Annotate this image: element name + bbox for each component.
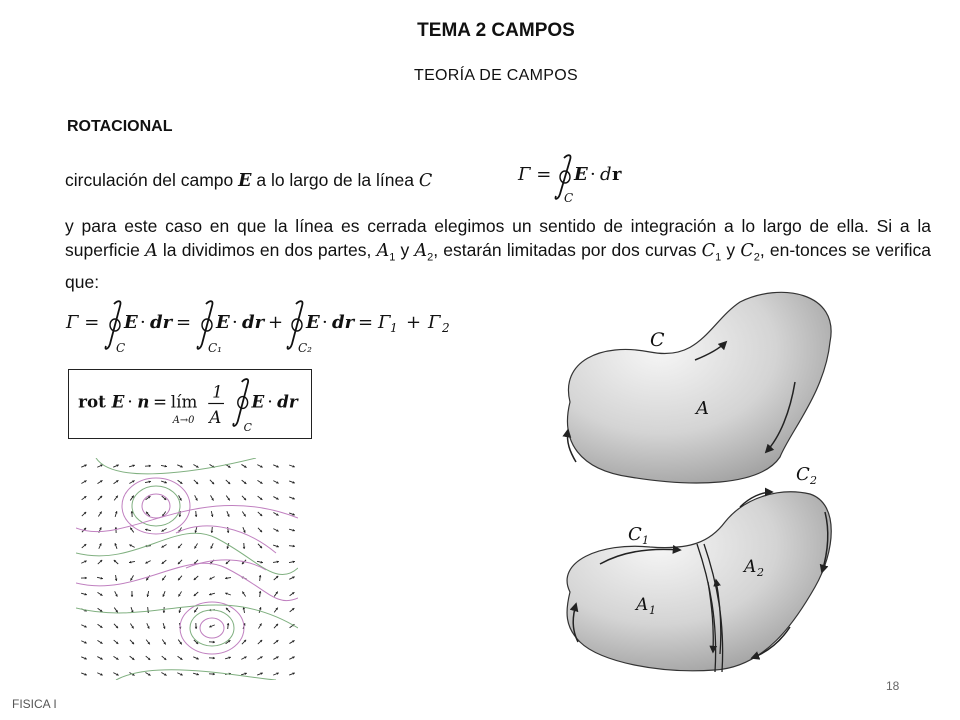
eq-dot: · (140, 312, 146, 333)
eq-gamma1: Γ (378, 312, 391, 333)
symbol-A: A (145, 241, 158, 261)
eq-frac-num: 1 (212, 381, 223, 402)
text-run: , en-tonces se verifica que: (65, 240, 932, 292)
eq-dot: · (590, 164, 596, 185)
subscript: 1 (715, 251, 722, 264)
field-arrow-head (149, 465, 151, 468)
field-arrow-head (213, 641, 215, 644)
eq-sub-c1: C₁ (208, 341, 222, 355)
field-arrow-head (179, 515, 182, 517)
field-arrow-head (259, 575, 262, 577)
eq-equal: = (153, 391, 168, 412)
eq-dr: dr (332, 312, 355, 333)
text-run: y (395, 240, 415, 260)
eq-dot: · (127, 391, 133, 412)
subscript: 2 (427, 251, 434, 264)
field-arrow-head (195, 627, 198, 629)
field-arrow-head (213, 657, 215, 660)
text-run: circulación del campo (65, 170, 239, 190)
eq-sub-c2: C₂ (298, 341, 312, 355)
page-number: 18 (886, 679, 900, 693)
field-streamlines (76, 458, 298, 680)
label-A2: A (744, 557, 757, 577)
eq-E: E (306, 312, 320, 333)
text-run: a lo largo de la línea (251, 170, 419, 190)
eq-equal: = (358, 312, 374, 333)
page-subtitle: TEORÍA DE CAMPOS (414, 67, 578, 84)
eq-E: E (574, 164, 588, 185)
surface-A1-A2-shape (567, 492, 831, 672)
equation-rotational (69, 370, 310, 437)
eq-sub: C (564, 191, 574, 205)
label-C1-sub: 1 (642, 534, 649, 547)
surface-A-shape (567, 292, 831, 483)
field-arrow-head (163, 611, 166, 613)
field-arrow-head (213, 673, 215, 676)
eq-dr: dr (150, 312, 173, 333)
eq-gamma2-sub: 2 (442, 321, 450, 335)
eq-n: n (137, 391, 150, 412)
eq-frac-den: A (209, 407, 222, 428)
eq-E: E (216, 312, 230, 333)
label-C2-sub: 2 (810, 474, 817, 487)
surface-division-figure (540, 282, 840, 687)
field-arrow-head (259, 591, 262, 593)
eq-rot: rot (78, 391, 106, 412)
symbol-C: C (418, 171, 433, 191)
field-arrow-head (243, 547, 246, 549)
paragraph-circulation (65, 168, 432, 193)
eq-lim-sub: A→0 (172, 415, 195, 427)
eq-gamma1-sub: 1 (390, 321, 398, 335)
field-arrow-head (131, 595, 134, 597)
eq-plus: + (268, 312, 284, 333)
field-arrow-head (211, 531, 214, 533)
eq-plus: + (406, 312, 422, 333)
vector-field-figure (76, 458, 298, 680)
contour-integral-icon (233, 379, 248, 426)
footer-course: FISICA I (12, 697, 57, 711)
equation-sum (64, 292, 484, 360)
label-A: A (696, 398, 709, 419)
symbol-C1: C (701, 241, 716, 261)
text-run: y (721, 240, 741, 260)
eq-lhs: Γ = (518, 164, 552, 185)
text-run: , estarán limitadas por dos curvas (433, 240, 702, 260)
page-title: TEMA 2 CAMPOS (417, 20, 575, 41)
eq-equal: = (176, 312, 192, 333)
eq-E: E (251, 391, 265, 412)
field-arrow-head (195, 515, 198, 517)
subscript: 2 (753, 251, 760, 264)
eq-dot: · (232, 312, 238, 333)
label-A1-sub: 1 (649, 604, 656, 617)
text-run: la dividimos en dos partes, (157, 240, 377, 260)
label-A2-sub: 2 (757, 566, 764, 579)
equation-circulation (516, 150, 636, 210)
label-C: C (650, 329, 665, 351)
eq-dr: dr (277, 391, 298, 412)
symbol-E: E (238, 171, 252, 191)
field-arrow-head (85, 577, 87, 580)
section-heading: ROTACIONAL (67, 118, 173, 135)
subscript: 1 (389, 251, 396, 264)
eq-sub: C (243, 421, 252, 435)
equation-rotational-box (68, 369, 312, 439)
eq-lhs: Γ = (66, 312, 100, 333)
symbol-C2: C (740, 241, 754, 261)
eq-gamma2: Γ (428, 312, 441, 333)
eq-dot: · (267, 391, 273, 412)
eq-E: E (124, 312, 138, 333)
field-arrow-head (293, 545, 295, 548)
eq-d: d (600, 164, 612, 185)
eq-lim: lím (170, 391, 198, 412)
label-A1: A (636, 595, 649, 615)
eq-sub-c: C (116, 341, 126, 355)
field-arrow-head (227, 531, 230, 533)
text-run: y para este caso en que la línea es cerrada elegimos un sentido de integración a lo largo de ella. Si a la superficie (65, 216, 931, 260)
eq-E: E (111, 391, 125, 412)
symbol-A2: A (414, 241, 428, 261)
symbol-A1: A (376, 241, 390, 261)
label-C1: C (628, 524, 642, 545)
eq-dot: · (322, 312, 328, 333)
eq-dr: dr (242, 312, 265, 333)
label-C2: C (796, 464, 810, 485)
field-arrow-head (227, 623, 230, 625)
eq-r: r (612, 164, 622, 185)
